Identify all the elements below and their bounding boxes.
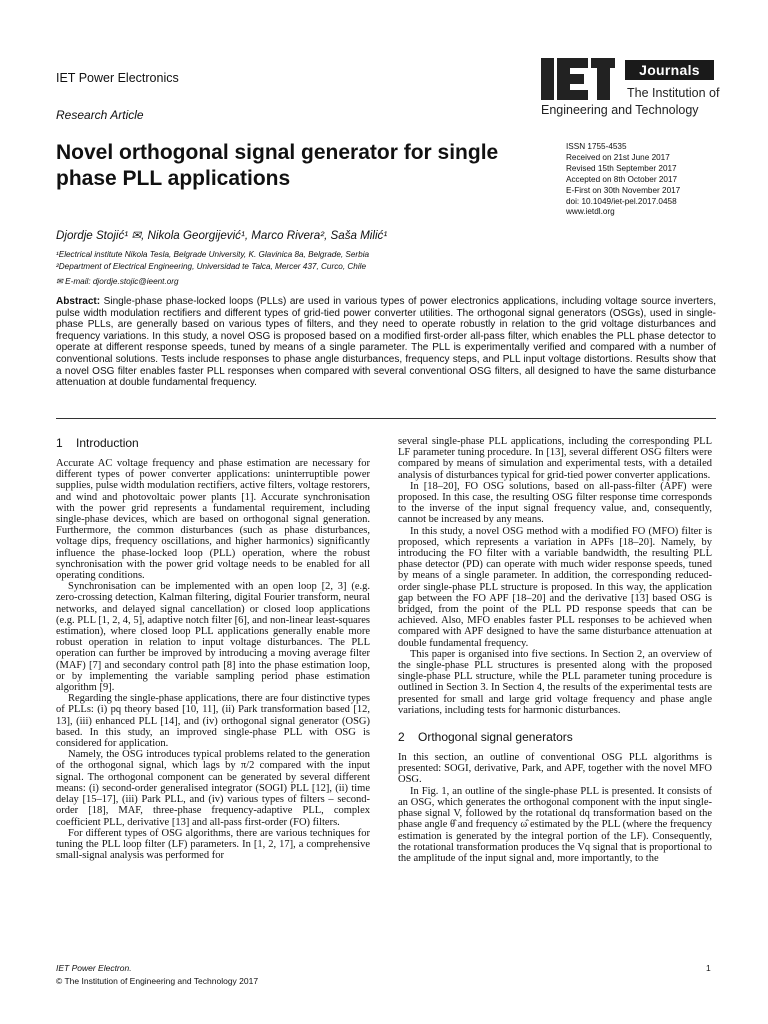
paragraph: Synchronisation can be implemented with an open loop [2, 3] (e.g. zero-crossing detection, Kalman filtering, digital Fourier transform, neural networks, and delayed signal cancellation) or closed loop applications (e.g. PLL [1, 2, 4, 5], adaptive notch filter [6], and non-linear least-squares estimation), where closed loop PLL applications generally enable more robust operation in relation to input voltage disturbances. The PLL operation can further be improved by introducing a moving average filter (MAF) [7] and secondary control path [8] into the phase estimation loop, or by implementing the variable sampling period phase estimation algorithm [9]. xyxy=(56,581,370,694)
author-list: Djordje Stojić¹ ✉, Nikola Georgijević¹, Marco Rivera², Saša Milić¹ xyxy=(56,229,388,242)
logo-institution-line2: Engineering and Technology xyxy=(541,103,699,117)
article-metadata xyxy=(566,142,680,218)
doi[interactable]: doi: 10.1049/iet-pel.2017.0458 xyxy=(566,196,677,206)
received-date: Received on 21st June 2017 xyxy=(566,152,670,162)
affiliation-2: ²Department of Electrical Engineering, Universidad te Talca, Mercer 437, Curco, Chile xyxy=(56,262,367,271)
iet-logo xyxy=(541,56,720,122)
section-divider xyxy=(56,418,716,419)
affiliation-1: ¹Electrical institute Nikola Tesla, Belgrade University, K. Glavinica 8a, Belgrade, Serbia xyxy=(56,250,370,259)
section-2-number: 2 xyxy=(398,730,405,745)
efirst-date: E-First on 30th November 2017 xyxy=(566,185,681,195)
paper-title: Novel orthogonal signal generator for single phase PLL applications xyxy=(56,141,499,190)
abstract xyxy=(56,296,716,389)
paragraph: This paper is organised into five sections. In Section 2, an overview of the single-phase PLL structures is presented along with the proposed single-phase PLL structure, while the PLL parameter tuning procedure is outlined in Section 3. In Section 4, the results of the experimental tests are presented for small and large grid voltage frequency and phase angle variations, including tests for harmonic disturbances. xyxy=(398,648,712,716)
section-2-heading xyxy=(398,730,712,744)
revised-date: Revised 15th September 2017 xyxy=(566,163,677,173)
section-2-title: Orthogonal signal generators xyxy=(418,730,573,745)
website-link[interactable]: www.ietdl.org xyxy=(566,207,615,217)
issn: ISSN 1755-4535 xyxy=(566,142,627,151)
logo-journals-label: Journals xyxy=(625,60,714,80)
paragraph: Namely, the OSG introduces typical problems related to the generation of the orthogonal signal, which lags by π/2 compared with the input signal. The orthogonal component can be generated by several different means: (i) second-order generalised integrator (SOGI) PLL [12], (ii) time delay [15–17], (iii) Park PLL, and (iv) various types of filters – second-order [18], MAF, three-phase frequency-adaptive PLL, complex coefficient PLL, derivative [13] and all-pass first-order (FO) filters. xyxy=(56,749,370,828)
accepted-date: Accepted on 8th October 2017 xyxy=(566,174,678,184)
paragraph: In Fig. 1, an outline of the single-phase PLL is presented. It consists of an OSG, which generates the orthogonal component with the input single-phase signal V, followed by the rotational dq transformation based on the phase angle θ̂ and frequency ω̂ estimated by the PLL (where the frequency estimation is generated by the integral portion of the LF). Consequently, the rotational transformation produces the Vq signal that is proportional to the amplitude of the input signal and, more importantly, to the xyxy=(398,785,712,864)
section-1-title: Introduction xyxy=(76,436,139,450)
paragraph: In this study, a novel OSG method with a modified FO (MFO) filter is proposed, which represents a variation in APFs [18–20]. Namely, by introducing the FO filter with a variable bandwidth, the resulting PLL phase detector (PD) can operate with much wider response speeds, tuned by means of a single parameter. In addition, the corresponding reduced-order single-phase PLL structure is proposed. In this way, the application gap between the FO APF [18–20] and the derivative [13] based OSG is bridged, from the point of the PLL PD response speeds that can be achieved. Also, MFO enables faster PLL responses to be achieved when compared with APF designed to have the same disturbance attenuation at double fundamental frequency. xyxy=(398,525,712,649)
right-column xyxy=(398,436,712,864)
paragraph: several single-phase PLL applications, including the corresponding PLL LF parameter tuning procedure. In [13], several different OSG filters were compared by means of simulation and experimental tests, with a detailed analysis of disturbances typical for grid-tied power converter applications. xyxy=(398,436,712,481)
paragraph: In this section, an outline of conventional OSG PLL algorithms is presented: SOGI, derivative, Park, and APF, together with the novel MFO OSG. xyxy=(398,752,712,786)
paragraph: For different types of OSG algorithms, there are various techniques for tuning the PLL loop filter (LF) parameters. In [1, 2, 17], a comprehensive small-signal analysis was performed for xyxy=(56,827,370,862)
journal-name: IET Power Electronics xyxy=(56,71,179,85)
article-type: Research Article xyxy=(56,108,144,122)
page-number: 1 xyxy=(706,963,711,973)
abstract-text: Single-phase phase-locked loops (PLLs) are used in various types of power electronics applications, including voltage source inverters, pulse width modulation rectifiers and different types of grid-tied power converter utilities. The orthogonal signal generators (OSGs), used in single-phase PLLs, are generally based on various types of filters, and they need to operate robustly in relation to the grid voltage disturbances and frequency variations. In this study, a novel OSG is proposed based on a modified first-order all-pass filter, which enables the PLL phase detector to operate at different response speeds, tuned by means of a single parameter. The PLL is experimentally verified and compared with a number of conventional solutions. Tests include responses to phase angle disturbances, frequency steps, and PLL input voltage distortions. Results show that a novel OSG filter enables faster PLL responses when compared with several conventional OSG filters, all designed to have the same disturbance attenuation at double fundamental frequency. xyxy=(56,296,716,389)
abstract-label: Abstract: xyxy=(56,296,101,307)
paragraph: Accurate AC voltage frequency and phase estimation are necessary for different types of power converter applications: uninterruptible power supplies, pulse width modulation rectifiers, active filters, voltage restorers, and wind and photovoltaic power plants [1]. Accurate synchronisation with the power grid represents a fundamental requirement, including single-phase devices, which are based on orthogonal signal generation. Furthermore, the common disturbances (such as phase disturbances, voltage dips, frequency oscillations, and higher harmonics) significantly influence the phase-locked loop (PLL) operation, where the robust synchronisation with the power grid voltage needs to be enabled for all operating conditions. xyxy=(56,458,370,582)
left-column xyxy=(56,436,370,861)
iet-logo-mark xyxy=(541,58,615,100)
footer-journal: IET Power Electron. xyxy=(56,963,132,973)
logo-institution-line1: The Institution of xyxy=(627,86,720,100)
section-1-heading xyxy=(56,436,370,450)
corresponding-email[interactable]: ✉ E-mail: djordje.stojic@ieent.org xyxy=(56,277,179,286)
paragraph: Regarding the single-phase applications, there are four distinctive types of PLLs: (i) pq theory based [10, 11], (ii) Park transformation based [12, 13], (iii) enhanced PLL [14], and (iv) orthogonal signal generator (OSG) based. In this study, an improved single-phase PLL with OSG is considered for application. xyxy=(56,693,370,750)
footer-copyright: © The Institution of Engineering and Technology 2017 xyxy=(56,976,259,986)
section-1-number: 1 xyxy=(56,436,63,450)
paragraph: In [18–20], FO OSG solutions, based on all-pass-filter (APF) were proposed. In this case, the resulting OSG filter response time corresponds to the inverse of the input signal frequency value, and, consequently, cannot be increased by any means. xyxy=(398,480,712,526)
